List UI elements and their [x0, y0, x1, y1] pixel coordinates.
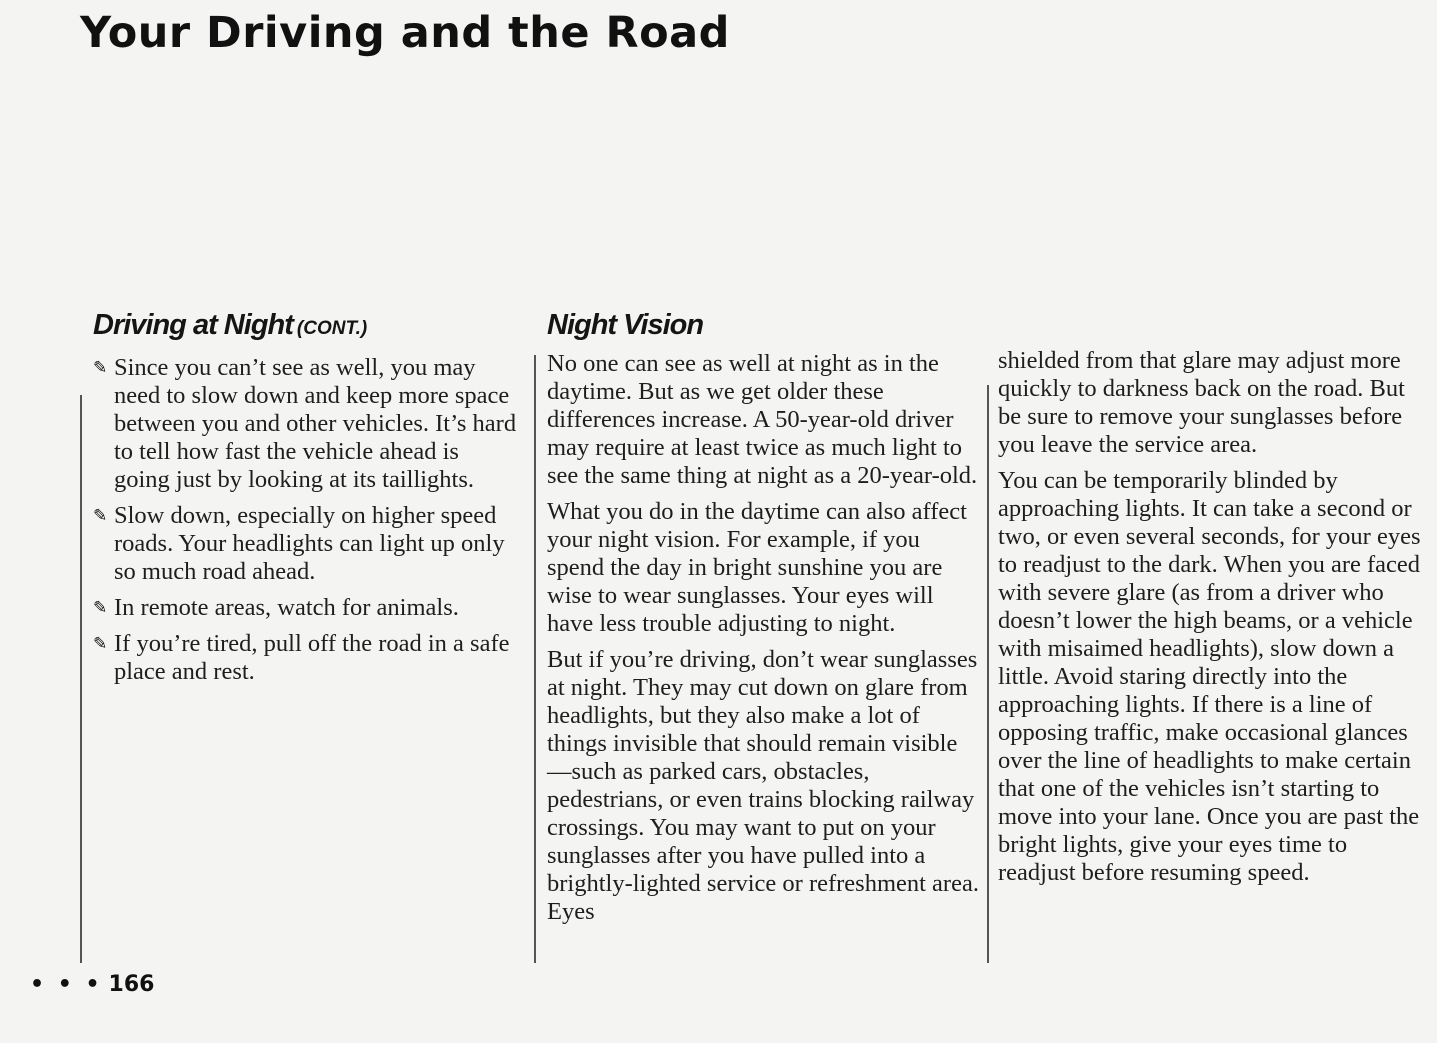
paragraph: shielded from that glare may adjust more quickly to darkness back on the road. But be sure to remove your sunglasses before you leave the service area.: [998, 347, 1405, 458]
list-item-text: In remote areas, watch for animals.: [114, 594, 459, 621]
page-title: Your Driving and the Road: [80, 8, 730, 58]
column-divider-right: [987, 385, 989, 963]
paragraph: You can be temporarily blinded by approaching lights. It can take a second or two, or even several seconds, for your eyes to readjust to the dark. When you are faced with severe glare (as from a driver who doesn’t lower the high beams, or a vehicle with misaimed headlights), slow down a little. Avoid staring directly into the approaching lights. If there is a line of opposing traffic, make occasional glances over the line of headlights to make certain that one of the vehicles isn’t starting to move into your lane. Once you are past the bright lights, give your eyes time to readjust before resuming speed.: [998, 467, 1421, 886]
list-item: [93, 630, 518, 686]
list-item-text: Since you can’t see as well, you may need to slow down and keep more space between you and other vehicles. It’s hard to tell how fast the vehicle ahead is going just by looking at its taillights.: [114, 354, 517, 493]
paragraph: But if you’re driving, don’t wear sunglasses at night. They may cut down on glare from headlights, but they also make a lot of things invisible that should remain visible—such as parked cars, obstacles, pedestrians, or even trains blocking railway crossings. You may want to put on your sunglasses after you have pulled into a brightly-lighted service or refreshment area. Eyes: [547, 646, 979, 925]
pointing-hand-bullet-icon: ✎: [93, 358, 108, 377]
column-divider-left: [80, 395, 82, 963]
column-divider-middle: [534, 355, 536, 963]
paragraph: No one can see as well at night as in the daytime. But as we get older these differences increase. A 50-year-old driver may require at least twice as much light to see the same thing at night as a 20-year-old.: [547, 350, 978, 489]
pointing-hand-bullet-icon: ✎: [93, 506, 108, 525]
list-item-text: If you’re tired, pull off the road in a safe place and rest.: [114, 630, 510, 685]
pointing-hand-bullet-icon: ✎: [93, 634, 108, 653]
pointing-hand-bullet-icon: ✎: [93, 598, 108, 617]
right-column: [998, 347, 1423, 895]
middle-column: [547, 305, 979, 934]
list-item: [93, 502, 518, 586]
page-number-value: 166: [108, 972, 155, 997]
list-item-text: Slow down, especially on higher speed roads. Your headlights can light up only so much road ahead.: [114, 502, 505, 585]
paragraph: What you do in the daytime can also affect your night vision. For example, if you spend the day in bright sunshine you are wise to wear sunglasses. Your eyes will have less trouble adjusting to night.: [547, 498, 967, 637]
list-item: [93, 594, 518, 622]
left-column: [93, 305, 518, 694]
list-item: [93, 354, 518, 494]
section-heading-driving-at-night: [93, 305, 518, 349]
heading-text: Driving at Night: [93, 309, 293, 341]
section-heading-night-vision: Night Vision: [547, 309, 704, 341]
page-number: [30, 972, 154, 997]
tips-list: [93, 354, 518, 686]
page-number-dots: • • •: [30, 972, 103, 997]
heading-continued-label: (CONT.): [296, 318, 368, 339]
